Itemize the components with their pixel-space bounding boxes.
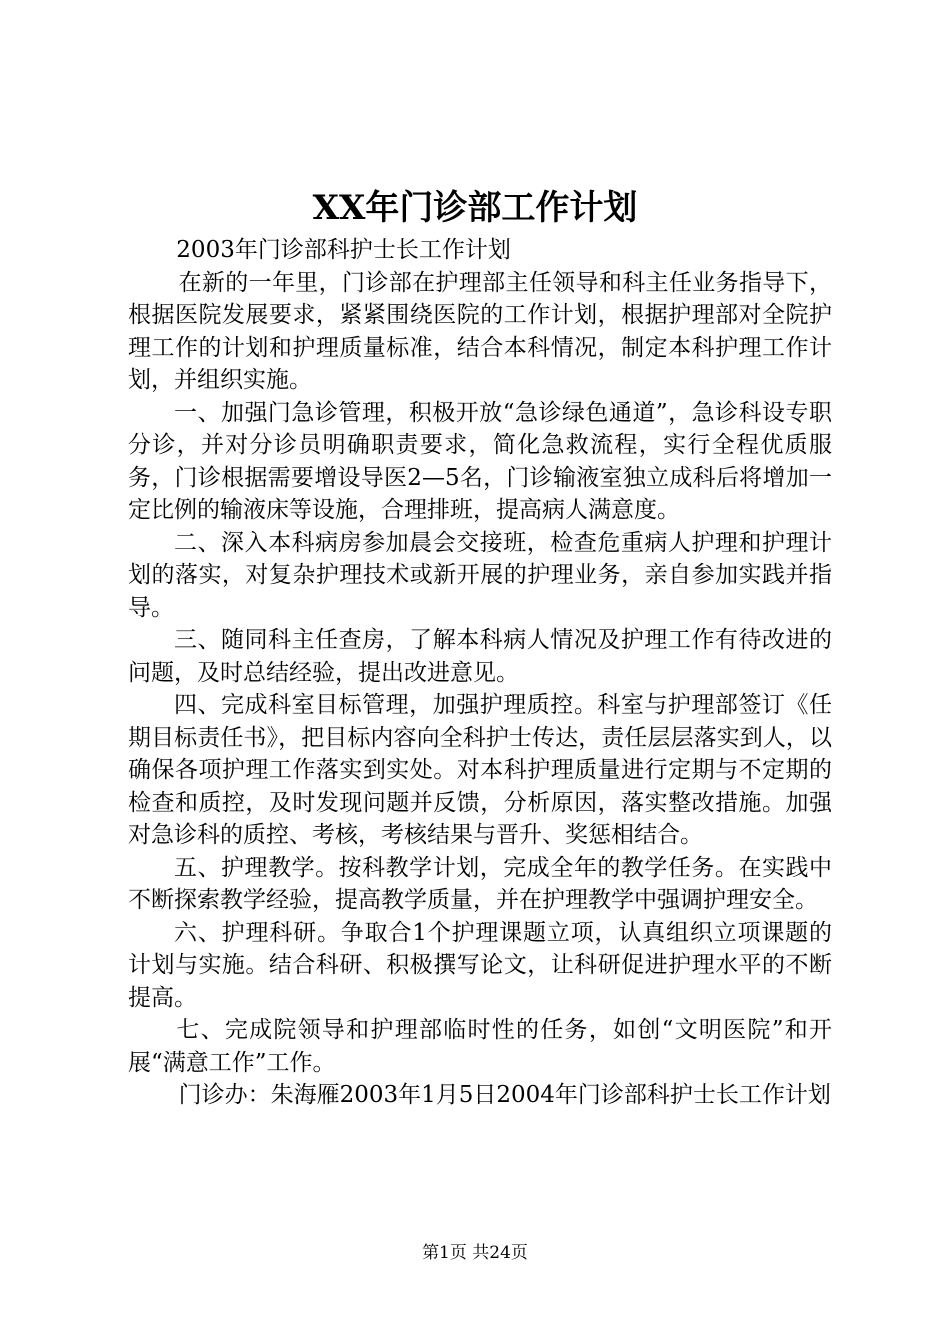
page-number-footer: 第1页 共24页 — [422, 1243, 528, 1263]
document-title: XX年门诊部工作计划 — [312, 188, 638, 228]
item-3-paragraph: 三、随同科主任查房，了解本科病人情况及护理工作有待改进的问题，及时总结经验，提出改进意见。 — [128, 627, 832, 686]
item-2-paragraph: 二、深入本科病房参加晨会交接班，检查危重病人护理和护理计划的落实，对复杂护理技术或新开展的护理业务，亲自参加实践并指导。 — [128, 529, 832, 621]
item-7-paragraph: 七、完成院领导和护理部临时性的任务，如创“文明医院”和开展“满意工作”工作。 — [128, 1017, 832, 1076]
document-body — [128, 234, 832, 1112]
signature-paragraph: 门诊办：朱海雁2003年1月5日2004年门诊部科护士长工作计划 — [178, 1082, 831, 1108]
item-1-paragraph: 一、加强门急诊管理，积极开放“急诊绿色通道”，急诊科设专职分诊，并对分诊员明确职责要求，简化急救流程，实行全程优质服务，门诊根据需要增设导医2—5名，门诊输液室独立成科后将增加一定比例的输液床等设施，合理排班，提高病人满意度。 — [128, 399, 832, 523]
item-6-paragraph: 六、护理科研。争取合1个护理课题立项，认真组织立项课题的计划与实施。结合科研、积极撰写论文，让科研促进护理水平的不断提高。 — [128, 919, 832, 1011]
intro-paragraph: 在新的一年里，门诊部在护理部主任领导和科主任业务指导下，根据医院发展要求，紧紧围绕医院的工作计划，根据护理部对全院护理工作的计划和护理质量标准，结合本科情况，制定本科护理工作计划，并组织实施。 — [128, 269, 832, 393]
subtitle-paragraph: 2003年门诊部科护士长工作计划 — [176, 237, 511, 263]
item-4-paragraph: 四、完成科室目标管理，加强护理质控。科室与护理部签订《任期目标责任书》，把目标内容向全科护士传达，责任层层落实到人，以确保各项护理工作落实到实处。对本科护理质量进行定期与不定期的检查和质控，及时发现问题并反馈，分析原因，落实整改措施。加强对急诊科的质控、考核，考核结果与晋升、奖惩相结合。 — [128, 692, 832, 848]
item-5-paragraph: 五、护理教学。按科教学计划，完成全年的教学任务。在实践中不断探索教学经验，提高教学质量，并在护理教学中强调护理安全。 — [128, 854, 832, 913]
